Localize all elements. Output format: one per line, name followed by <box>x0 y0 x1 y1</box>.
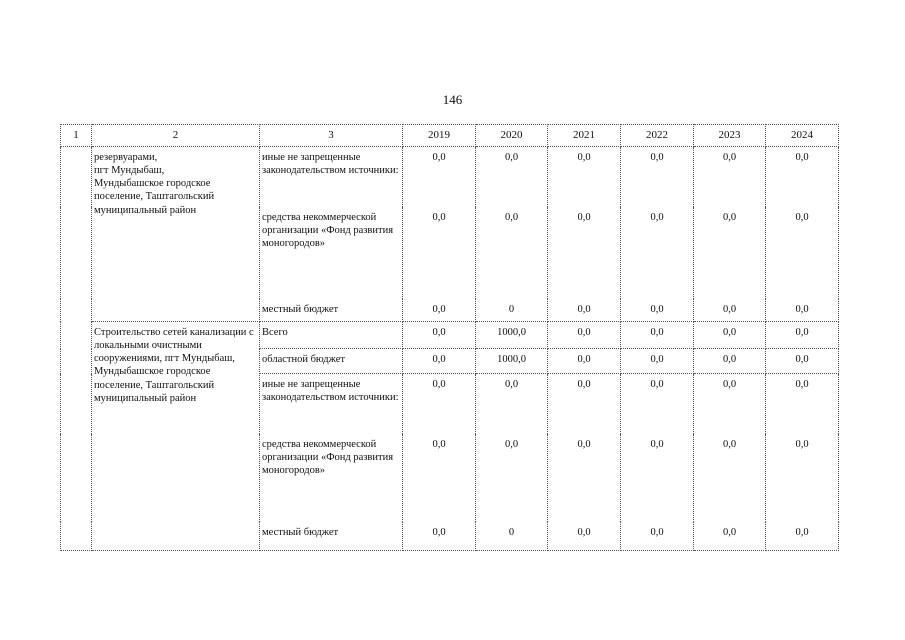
header-year-2020: 2020 <box>476 125 548 147</box>
funding-source: средства некоммерческой организации «Фонд развития моногородов» <box>260 434 403 522</box>
value-2021: 0,0 <box>548 322 621 349</box>
value-2022: 0,0 <box>621 322 694 349</box>
funding-source: иные не запрещенные законодательством источники: <box>260 147 403 208</box>
value-2020: 1000,0 <box>476 322 548 349</box>
value-2023: 0,0 <box>694 207 766 299</box>
header-year-2022: 2022 <box>621 125 694 147</box>
value-2023: 0,0 <box>694 434 766 522</box>
value-2022: 0,0 <box>621 374 694 435</box>
header-year-2023: 2023 <box>694 125 766 147</box>
funding-source: областной бюджет <box>260 349 403 374</box>
value-2019: 0,0 <box>403 147 476 208</box>
header-col-1: 1 <box>61 125 92 147</box>
funding-source: Всего <box>260 322 403 349</box>
funding-source: местный бюджет <box>260 299 403 322</box>
value-2020: 0,0 <box>476 434 548 522</box>
value-2022: 0,0 <box>621 299 694 322</box>
header-year-2019: 2019 <box>403 125 476 147</box>
funding-source: местный бюджет <box>260 522 403 551</box>
index-cell <box>61 147 92 551</box>
value-2020: 0 <box>476 522 548 551</box>
header-row <box>61 125 839 147</box>
value-2020: 0,0 <box>476 207 548 299</box>
value-2020: 0 <box>476 299 548 322</box>
page-number: 146 <box>442 92 463 107</box>
value-2023: 0,0 <box>694 374 766 435</box>
value-2019: 0,0 <box>403 522 476 551</box>
value-2020: 1000,0 <box>476 349 548 374</box>
budget-table <box>60 124 839 551</box>
value-2023: 0,0 <box>694 299 766 322</box>
table-row <box>61 147 839 208</box>
value-2019: 0,0 <box>403 322 476 349</box>
value-2020: 0,0 <box>476 147 548 208</box>
value-2024: 0,0 <box>766 522 839 551</box>
value-2019: 0,0 <box>403 349 476 374</box>
value-2022: 0,0 <box>621 207 694 299</box>
value-2021: 0,0 <box>548 522 621 551</box>
table-row <box>61 322 839 349</box>
funding-source: иные не запрещенные законодательством источники: <box>260 374 403 435</box>
value-2021: 0,0 <box>548 207 621 299</box>
value-2020: 0,0 <box>476 374 548 435</box>
header-col-2: 2 <box>92 125 260 147</box>
value-2024: 0,0 <box>766 299 839 322</box>
header-col-3: 3 <box>260 125 403 147</box>
value-2023: 0,0 <box>694 349 766 374</box>
value-2023: 0,0 <box>694 522 766 551</box>
value-2021: 0,0 <box>548 147 621 208</box>
value-2023: 0,0 <box>694 147 766 208</box>
value-2024: 0,0 <box>766 374 839 435</box>
value-2022: 0,0 <box>621 147 694 208</box>
value-2023: 0,0 <box>694 322 766 349</box>
value-2024: 0,0 <box>766 207 839 299</box>
header-year-2021: 2021 <box>548 125 621 147</box>
value-2022: 0,0 <box>621 349 694 374</box>
value-2021: 0,0 <box>548 299 621 322</box>
value-2019: 0,0 <box>403 299 476 322</box>
value-2022: 0,0 <box>621 434 694 522</box>
value-2021: 0,0 <box>548 374 621 435</box>
project-description: резервуарами, пгт Мундыбаш, Мундыбашское городское поселение, Таштагольский муниципальный район <box>92 147 260 322</box>
header-year-2024: 2024 <box>766 125 839 147</box>
value-2019: 0,0 <box>403 374 476 435</box>
value-2024: 0,0 <box>766 147 839 208</box>
value-2022: 0,0 <box>621 522 694 551</box>
value-2021: 0,0 <box>548 349 621 374</box>
project-description: Строительство сетей канализации с локальными очистными сооружениями, пгт Мундыбаш, Мундыбашское городское поселение, Таштагольский муниципальный район <box>92 322 260 551</box>
value-2021: 0,0 <box>548 434 621 522</box>
value-2024: 0,0 <box>766 349 839 374</box>
funding-source: средства некоммерческой организации «Фонд развития моногородов» <box>260 207 403 299</box>
value-2019: 0,0 <box>403 207 476 299</box>
value-2019: 0,0 <box>403 434 476 522</box>
value-2024: 0,0 <box>766 434 839 522</box>
value-2024: 0,0 <box>766 322 839 349</box>
